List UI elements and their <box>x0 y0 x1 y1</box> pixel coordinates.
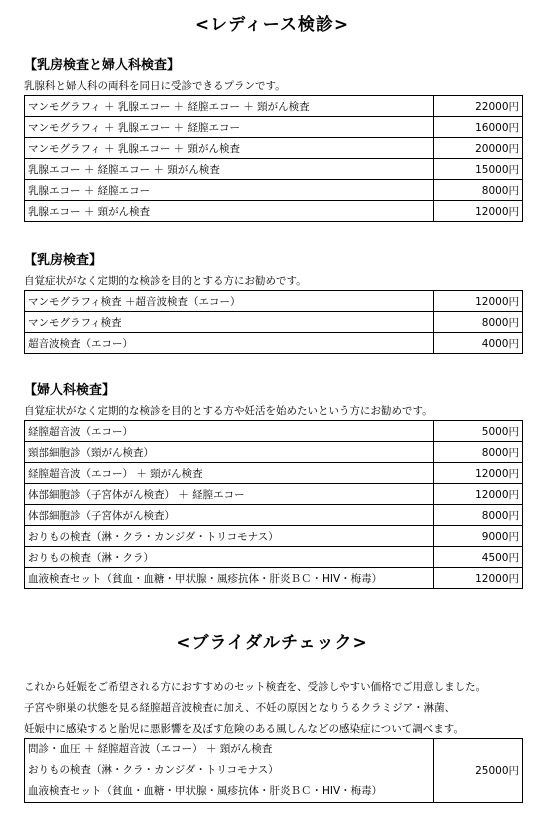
exam-item: おりもの検査（淋・クラ） <box>25 547 434 568</box>
exam-item: 体部細胞診（子宮体がん検査） <box>25 505 434 526</box>
exam-item: 体部細胞診（子宮体がん検査） ＋ 経膣エコー <box>25 484 434 505</box>
section-description-combined: 乳腺科と婦人科の両科を同日に受診できるプランです。 <box>24 80 286 92</box>
exam-item: マンモグラフィ ＋ 乳腺エコー ＋ 経膣エコー <box>25 117 434 138</box>
table-row <box>25 291 523 312</box>
bridal-description-line: 妊娠中に感染すると胎児に悪影響を及ぼす危険のある風しんなどの感染症について調べます。 <box>24 723 464 735</box>
exam-item: おりもの検査（淋・クラ・カンジダ・トリコモナス） <box>25 526 434 547</box>
exam-price: 5000円 <box>434 421 523 442</box>
exam-item: 乳腺エコー ＋ 頸がん検査 <box>25 201 434 222</box>
exam-item: マンモグラフィ検査 <box>25 312 434 333</box>
exam-price: 15000円 <box>434 159 523 180</box>
exam-price: 12000円 <box>434 291 523 312</box>
exam-item: マンモグラフィ検査 ＋超音波検査（エコー） <box>25 291 434 312</box>
table-row <box>25 312 523 333</box>
table-row <box>25 159 523 180</box>
table-row <box>25 180 523 201</box>
ladies-checkup-title: <レディース検診> <box>194 15 350 35</box>
bridal-item: 問診・血圧 ＋ 経膣超音波（エコー） ＋ 頸がん検査 <box>28 743 273 755</box>
exam-item: 経膣超音波（エコー） ＋ 頸がん検査 <box>25 463 434 484</box>
table-row <box>25 463 523 484</box>
exam-item: 超音波検査（エコー） <box>25 333 434 354</box>
exam-price: 8000円 <box>434 180 523 201</box>
exam-item: 乳腺エコー ＋ 経膣エコー ＋ 頸がん検査 <box>25 159 434 180</box>
exam-item: マンモグラフィ ＋ 乳腺エコー ＋ 頸がん検査 <box>25 138 434 159</box>
table-row <box>25 201 523 222</box>
exam-price: 8000円 <box>434 312 523 333</box>
bridal-item: 血液検査セット（貧血・血糖・甲状腺・風疹抗体・肝炎ＢＣ・HIV・梅毒） <box>28 785 383 797</box>
exam-price: 22000円 <box>434 96 523 117</box>
bridal-description-line: これから妊娠をご希望される方におすすめのセット検査を、受診しやすい価格でご用意しました。 <box>24 681 487 693</box>
exam-price: 12000円 <box>434 463 523 484</box>
exam-item: マンモグラフィ ＋ 乳腺エコー ＋ 経膣エコー ＋ 頸がん検査 <box>25 96 434 117</box>
bridal-items-cell <box>25 739 434 803</box>
bridal-check-title: <ブライダルチェック> <box>176 633 368 653</box>
exam-price: 16000円 <box>434 117 523 138</box>
table-row <box>25 421 523 442</box>
table-row <box>25 117 523 138</box>
section-heading-combined: 【乳房検査と婦人科検査】 <box>24 58 181 73</box>
table-row <box>25 505 523 526</box>
section-description-gynecology: 自覚症状がなく定期的な検診を目的とする方や妊活を始めたいという方にお勧めです。 <box>24 405 433 417</box>
table-row <box>25 568 523 589</box>
price-table-bridal <box>24 738 523 803</box>
price-table-combined <box>24 95 523 222</box>
price-table-breast <box>24 290 523 354</box>
section-heading-breast: 【乳房検査】 <box>24 253 103 268</box>
section-description-breast: 自覚症状がなく定期的な検診を目的とする方にお勧めです。 <box>24 275 307 287</box>
bridal-description-line: 子宮や卵巣の状態を見る経膣超音波検査に加え、不妊の原因となりうるクラミジア・淋菌、 <box>24 702 456 714</box>
table-row <box>25 484 523 505</box>
table-row <box>25 138 523 159</box>
exam-price: 12000円 <box>434 568 523 589</box>
exam-price: 4500円 <box>434 547 523 568</box>
bridal-price: 25000円 <box>434 739 523 803</box>
table-row <box>25 526 523 547</box>
table-row <box>25 442 523 463</box>
table-row <box>25 739 523 803</box>
table-row <box>25 333 523 354</box>
exam-price: 9000円 <box>434 526 523 547</box>
exam-price: 8000円 <box>434 442 523 463</box>
table-row <box>25 547 523 568</box>
exam-price: 4000円 <box>434 333 523 354</box>
section-heading-gynecology: 【婦人科検査】 <box>24 383 116 398</box>
exam-price: 8000円 <box>434 505 523 526</box>
exam-item: 乳腺エコー ＋ 経膣エコー <box>25 180 434 201</box>
bridal-description <box>24 677 486 740</box>
price-table-gynecology <box>24 420 523 589</box>
exam-item: 経膣超音波（エコー） <box>25 421 434 442</box>
bridal-item: おりもの検査（淋・クラ・カンジダ・トリコモナス） <box>28 764 279 776</box>
exam-price: 12000円 <box>434 201 523 222</box>
exam-item: 血液検査セット（貧血・血糖・甲状腺・風疹抗体・肝炎ＢＣ・HIV・梅毒） <box>25 568 434 589</box>
table-row <box>25 96 523 117</box>
exam-item: 頸部細胞診（頸がん検査） <box>25 442 434 463</box>
exam-price: 20000円 <box>434 138 523 159</box>
exam-price: 12000円 <box>434 484 523 505</box>
